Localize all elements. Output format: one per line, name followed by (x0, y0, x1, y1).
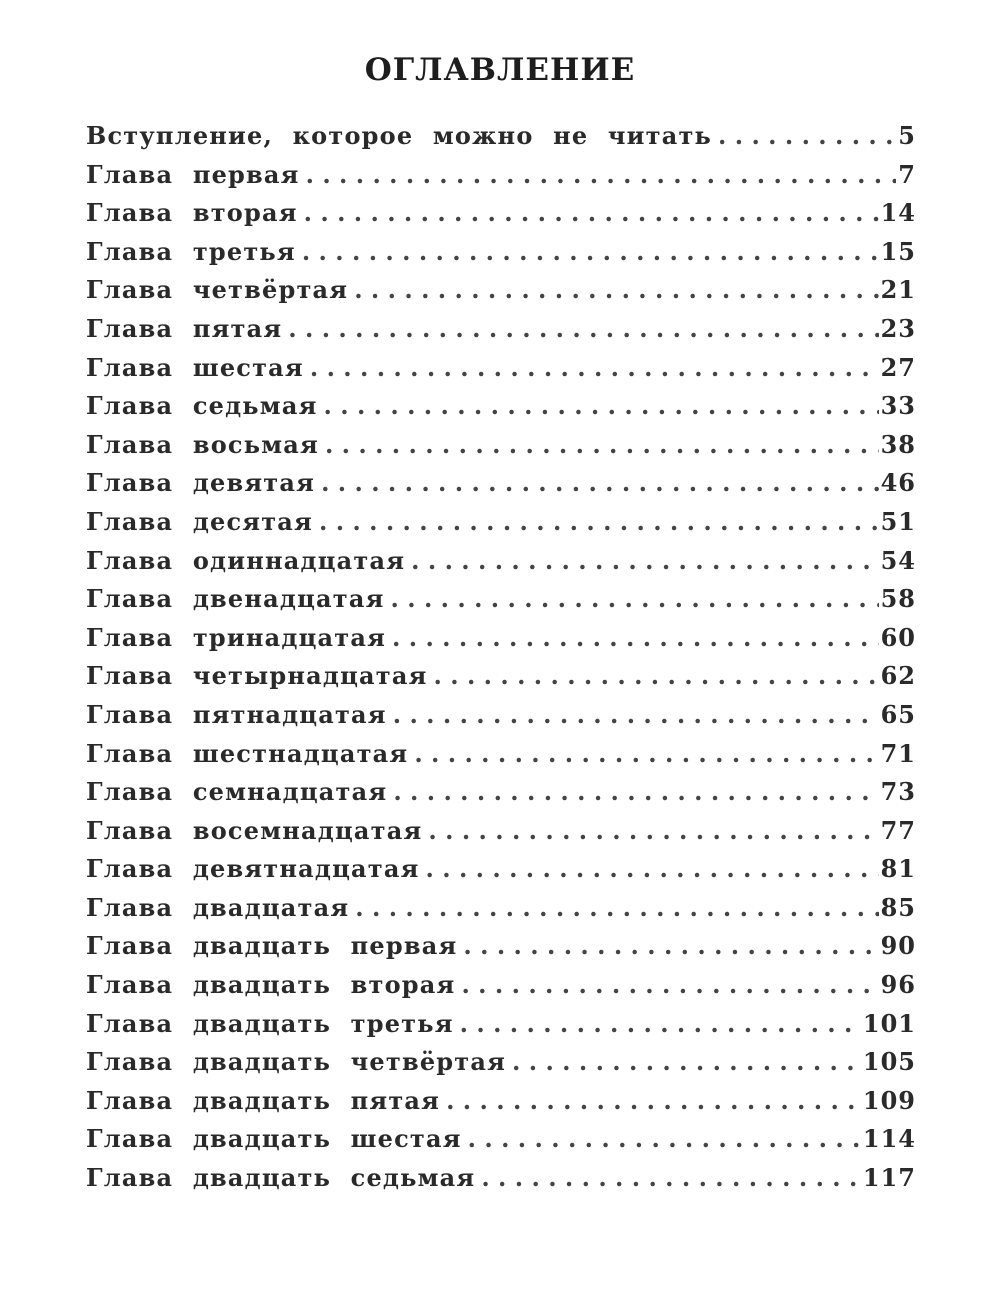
toc-entry (86, 661, 916, 700)
toc-entry (86, 121, 916, 160)
toc-entry-title: Глава пятая (86, 313, 283, 343)
toc-entry (86, 353, 916, 392)
dot-leader (310, 353, 879, 382)
toc-entry (86, 739, 916, 778)
toc-entry (86, 1124, 916, 1163)
page-title: ОГЛАВЛЕНИЕ (364, 52, 636, 88)
toc-entry-page: 62 (880, 661, 916, 691)
toc-entry-page: 81 (880, 854, 916, 884)
toc-entry-page: 7 (898, 159, 916, 189)
dot-leader (460, 1009, 861, 1038)
toc-entry-title: Вступление, которое можно не читать (86, 121, 713, 150)
toc-entry-page: 117 (862, 1163, 916, 1193)
toc-entry-page: 101 (862, 1008, 916, 1038)
dot-leader (325, 430, 879, 459)
dot-leader (428, 816, 878, 845)
toc-entry (86, 468, 916, 507)
toc-entry (86, 816, 916, 855)
toc-entry-title: Глава двадцатая (86, 892, 350, 922)
dot-leader (391, 584, 879, 613)
toc-entry-title: Глава девятая (86, 468, 316, 498)
toc-entry (86, 198, 916, 237)
toc-entry-title: Глава одиннадцатая (86, 545, 406, 575)
toc-entry-title: Глава двадцать шестая (86, 1124, 462, 1154)
toc-entry-title: Глава двенадцатая (86, 584, 385, 614)
toc-entry (86, 1047, 916, 1086)
toc-entry-page: 38 (880, 429, 916, 459)
dot-leader (288, 314, 878, 343)
toc-entry-page: 21 (880, 275, 916, 305)
toc-entry-title: Глава третья (86, 236, 296, 266)
toc-entry (86, 623, 916, 662)
toc-entry (86, 391, 916, 430)
toc-entry-page: 54 (880, 545, 916, 575)
dot-leader (718, 121, 896, 150)
toc-entry-title: Глава десятая (86, 506, 313, 536)
toc-entry-page: 15 (880, 236, 916, 266)
toc-entry-title: Глава двадцать третья (86, 1008, 454, 1038)
toc-entry-page: 65 (880, 699, 916, 729)
toc-entry-title: Глава пятнадцатая (86, 699, 387, 729)
dot-leader (392, 623, 879, 652)
toc-entry-title: Глава восемнадцатая (86, 815, 423, 845)
toc-entry-page: 90 (880, 931, 916, 961)
toc-entry-page: 85 (880, 892, 916, 922)
toc-entry-page: 109 (862, 1085, 916, 1115)
toc-entry-page: 5 (898, 121, 916, 150)
dot-leader (306, 160, 897, 189)
toc-entry-title: Глава девятнадцатая (86, 854, 420, 884)
toc-entry-title: Глава первая (86, 159, 300, 189)
dot-leader (304, 198, 879, 227)
toc-entry-title: Глава двадцать четвёртая (86, 1047, 507, 1077)
toc-entry (86, 777, 916, 816)
toc-entry-page: 73 (880, 777, 916, 807)
table-of-contents (86, 121, 916, 1202)
toc-entry-page: 23 (880, 313, 916, 343)
toc-entry (86, 546, 916, 585)
toc-entry (86, 584, 916, 623)
dot-leader (321, 468, 879, 497)
toc-entry-title: Глава двадцать первая (86, 931, 458, 961)
dot-leader (324, 391, 879, 420)
toc-entry (86, 931, 916, 970)
toc-entry (86, 430, 916, 469)
toc-entry-title: Глава седьмая (86, 391, 318, 421)
toc-entry (86, 854, 916, 893)
dot-leader (468, 1124, 861, 1153)
toc-entry-title: Глава двадцать вторая (86, 970, 456, 1000)
toc-entry-page: 27 (880, 352, 916, 382)
toc-entry-title: Глава восьмая (86, 429, 319, 459)
dot-leader (446, 1086, 861, 1115)
dot-leader (393, 700, 879, 729)
toc-entry-page: 77 (880, 815, 916, 845)
toc-entry-page: 14 (880, 198, 916, 228)
dot-leader (512, 1047, 861, 1076)
dot-leader (463, 931, 878, 960)
toc-entry-title: Глава вторая (86, 198, 298, 228)
dot-leader (319, 507, 879, 536)
toc-entry (86, 237, 916, 276)
toc-entry-title: Глава двадцать пятая (86, 1085, 441, 1115)
toc-entry-page: 46 (880, 468, 916, 498)
toc-entry (86, 970, 916, 1009)
toc-entry-page: 33 (880, 391, 916, 421)
toc-entry (86, 700, 916, 739)
toc-entry-page: 58 (880, 584, 916, 614)
toc-entry-title: Глава двадцать седьмая (86, 1163, 476, 1193)
dot-leader (426, 854, 879, 883)
dot-leader (434, 661, 879, 690)
toc-entry-page: 114 (862, 1124, 916, 1154)
toc-entry-page: 105 (862, 1047, 916, 1077)
toc-entry-title: Глава четырнадцатая (86, 661, 428, 691)
dot-leader (481, 1163, 861, 1192)
toc-entry (86, 507, 916, 546)
toc-entry-title: Глава шестая (86, 352, 304, 382)
toc-entry-page: 51 (880, 506, 916, 536)
toc-entry-title: Глава тринадцатая (86, 622, 387, 652)
dot-leader (393, 777, 878, 806)
toc-entry (86, 160, 916, 199)
dot-leader (302, 237, 879, 266)
dot-leader (355, 893, 878, 922)
toc-entry-page: 60 (880, 622, 916, 652)
dot-leader (414, 739, 878, 768)
toc-entry (86, 1086, 916, 1125)
toc-entry-title: Глава шестнадцатая (86, 738, 409, 768)
toc-entry (86, 1163, 916, 1202)
toc-entry-page: 71 (880, 738, 916, 768)
dot-leader (461, 970, 878, 999)
toc-entry (86, 893, 916, 932)
toc-entry (86, 314, 916, 353)
toc-entry-title: Глава четвёртая (86, 275, 349, 305)
toc-entry (86, 275, 916, 314)
toc-entry-title: Глава семнадцатая (86, 777, 388, 807)
dot-leader (411, 546, 878, 575)
dot-leader (354, 275, 878, 304)
toc-entry (86, 1009, 916, 1048)
toc-entry-page: 96 (880, 970, 916, 1000)
